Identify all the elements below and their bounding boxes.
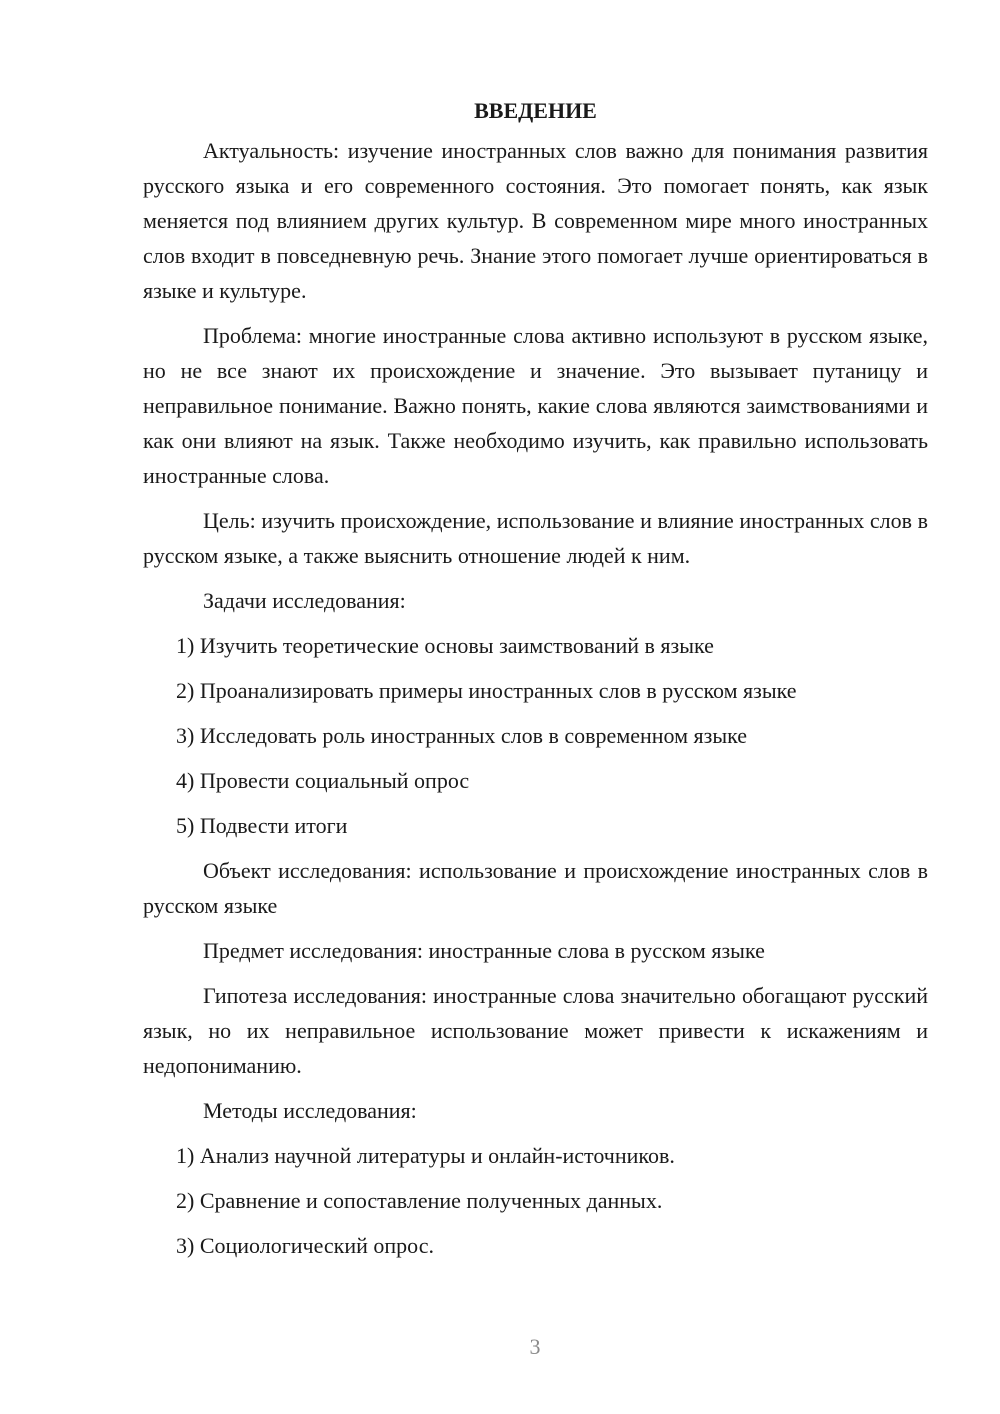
tasks-heading: Задачи исследования: xyxy=(203,588,406,613)
methods-heading: Методы исследования: xyxy=(203,1098,417,1123)
task-item: 1) Изучить теоретические основы заимствований в языке xyxy=(176,633,714,658)
problem-paragraph: Проблема: многие иностранные слова активно используют в русском языке, но не все знают их происхождение и значение. Это вызывает путаницу и неправильное понимание. Важно понять, какие слова являются заимствованиями и как они влияют на язык. Также необходимо изучить, как правильно использовать иностранные слова. xyxy=(143,323,928,488)
task-item: 4) Провести социальный опрос xyxy=(176,768,470,793)
method-item: 1) Анализ научной литературы и онлайн-источников. xyxy=(176,1143,675,1168)
task-item: 3) Исследовать роль иностранных слов в современном языке xyxy=(176,723,748,748)
goal-paragraph: Цель: изучить происхождение, использование и влияние иностранных слов в русском языке, а также выяснить отношение людей к ним. xyxy=(143,508,928,568)
method-item: 2) Сравнение и сопоставление полученных данных. xyxy=(176,1188,663,1213)
method-item: 3) Социологический опрос. xyxy=(176,1233,434,1258)
subject-paragraph: Предмет исследования: иностранные слова в русском языке xyxy=(203,938,765,963)
hypothesis-paragraph: Гипотеза исследования: иностранные слова значительно обогащают русский язык, но их неправильное использование может привести к искажениям и недопониманию. xyxy=(143,983,928,1078)
actuality-paragraph: Актуальность: изучение иностранных слов важно для понимания развития русского языка и его современного состояния. Это помогает понять, как язык меняется под влиянием других культур. В современном мире много иностранных слов входит в повседневную речь. Знание этого помогает лучше ориентироваться в языке и культуре. xyxy=(143,138,928,303)
task-item: 2) Проанализировать примеры иностранных слов в русском языке xyxy=(176,678,797,703)
object-paragraph: Объект исследования: использование и происхождение иностранных слов в русском языке xyxy=(143,858,928,918)
section-title: ВВЕДЕНИЕ xyxy=(474,98,597,123)
page-content xyxy=(143,93,928,1273)
page-number: 3 xyxy=(529,1334,541,1359)
task-item: 5) Подвести итоги xyxy=(176,813,348,838)
